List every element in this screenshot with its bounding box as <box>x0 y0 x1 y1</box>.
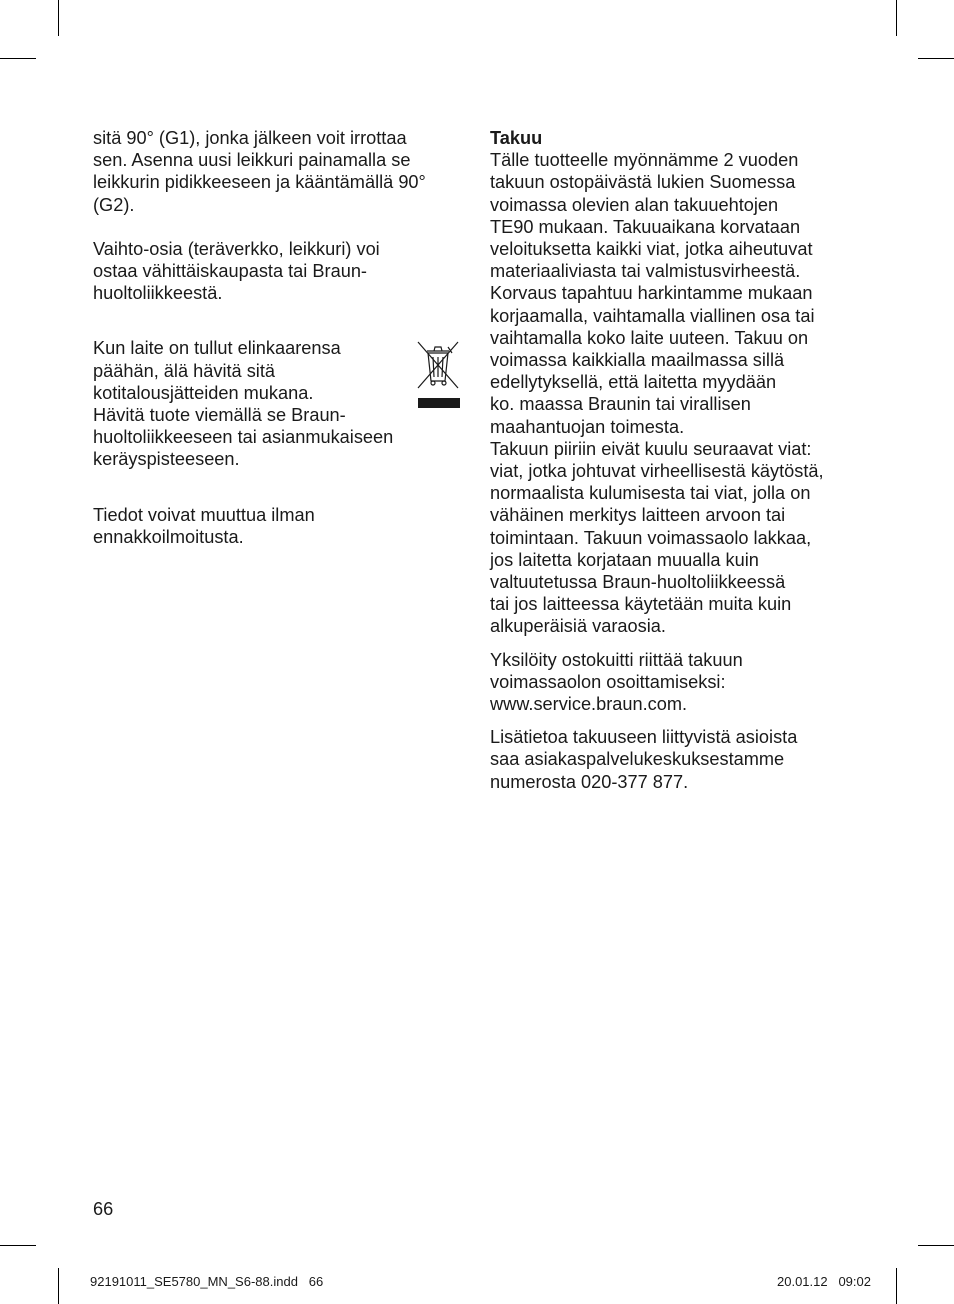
crop-mark-bottom-left <box>58 1268 59 1304</box>
slug-date-info: 20.01.12 09:02 <box>777 1274 871 1289</box>
contact-text: Lisätietoa takuuseen liittyvistä asioista saa asiakaspalvelukeskuksestamme numerosta 020-377 877. <box>490 727 798 792</box>
crop-mark-top-right-h <box>918 58 954 59</box>
crop-mark-top-left-h <box>0 58 36 59</box>
crop-mark-top-left <box>58 0 59 36</box>
warranty-heading: Takuu <box>490 128 543 148</box>
page-number: 66 <box>93 1199 114 1219</box>
crop-mark-bottom-left-h <box>0 1245 36 1246</box>
crop-mark-bottom-right <box>896 1268 897 1304</box>
warranty-text: Tälle tuotteelle myönnämme 2 vuoden takuun ostopäivästä lukien Suomessa voimassa olevien alan takuuehtojen TE90 mukaan. Takuuaikana korvataan veloituksetta kaikki viat, jotka aiheutuvat materiaaliviasta tai valmistusvirheestä. Korvaus tapahtuu harkintamme mukaan korjaamalla, vaihtamalla viallinen osa tai vaihtamalla koko laite uuteen. Takuu on voimassa kaikkialla maailmassa sillä edellytyksellä, että laitetta myydään ko. maassa Braunin tai virallisen maahantuojan toimesta. Takuun piiriin eivät kuulu seuraavat viat: viat, jotka johtuvat virheellisestä käytöstä, normaalista kulumisesta tai viat, jolla on vähäinen merkitys laitteen arvoon tai toimintaan. Takuun voimassaolo lakkaa, jos laitetta korjataan muualla kuin valtuutetussa Braun-huoltoliikkeessä tai jos laitteessa käytetään muita kuin alkuperäisiä varaosia. <box>490 150 824 637</box>
left-column <box>93 127 438 548</box>
receipt-text: Yksilöity ostokuitti riittää takuun voimassaolon osoittamiseksi: www.service.braun.com. <box>490 649 743 715</box>
blade-replacement-text: sitä 90° (G1), jonka jälkeen voit irrottaa sen. Asenna uusi leikkuri painamalla se leikkurin pidikkeeseen ja kääntämällä 90° (G2). <box>93 128 426 215</box>
slug-file-info: 92191011_SE5780_MN_S6-88.indd 66 <box>90 1274 324 1289</box>
disposal-text: Kun laite on tullut elinkaarensa päähän, älä hävitä sitä kotitalousjätteiden mukana. Hävitä tuote viemällä se Braun- huoltoliikkeeseen tai asianmukaiseen keräyspisteeseen. <box>93 338 394 470</box>
crop-mark-bottom-right-h <box>918 1245 954 1246</box>
crop-mark-top-right <box>896 0 897 36</box>
right-column <box>490 127 875 793</box>
notice-text: Tiedot voivat muuttua ilman ennakkoilmoitusta. <box>93 504 315 547</box>
crossed-out-wheelie-bin-icon <box>414 338 462 410</box>
spare-parts-text: Vaihto-osia (teräverkko, leikkuri) voi ostaa vähittäiskaupasta tai Braun- huoltoliikkeestä. <box>93 238 380 304</box>
